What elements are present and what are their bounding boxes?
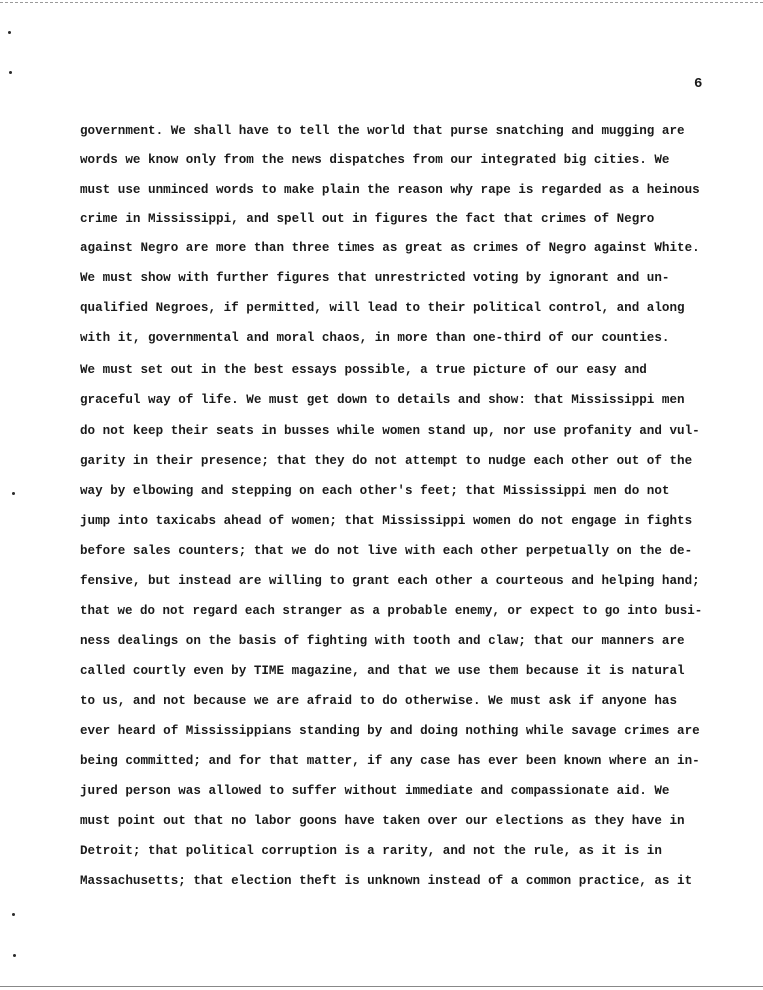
text-line: jured person was allowed to suffer without immediate and compassionate aid. We <box>80 784 670 798</box>
text-line: being committed; and for that matter, if any case has ever been known where an in- <box>80 754 700 768</box>
text-line: government. We shall have to tell the world that purse snatching and mugging are <box>80 124 685 138</box>
text-line: jump into taxicabs ahead of women; that Mississippi women do not engage in fights <box>80 514 693 528</box>
scan-speck <box>8 31 11 34</box>
scan-speck <box>13 954 16 957</box>
scan-speck <box>9 71 12 74</box>
text-line: that we do not regard each stranger as a probable enemy, or expect to go into busi- <box>80 604 703 618</box>
scan-speck <box>12 492 15 495</box>
text-line: against Negro are more than three times as great as crimes of Negro against White. <box>80 241 700 255</box>
text-line: graceful way of life. We must get down to details and show: that Mississippi men <box>80 393 685 407</box>
text-line: do not keep their seats in busses while women stand up, nor use profanity and vul- <box>80 424 700 438</box>
text-line: qualified Negroes, if permitted, will lead to their political control, and along <box>80 301 685 315</box>
text-line: with it, governmental and moral chaos, in more than one-third of our counties. <box>80 331 670 345</box>
page-number: 6 <box>694 76 703 92</box>
text-line: to us, and not because we are afraid to do otherwise. We must ask if anyone has <box>80 694 678 708</box>
text-line: fensive, but instead are willing to grant each other a courteous and helping hand; <box>80 574 700 588</box>
text-line: way by elbowing and stepping on each other's feet; that Mississippi men do not <box>80 484 670 498</box>
text-line: garity in their presence; that they do not attempt to nudge each other out of the <box>80 454 693 468</box>
text-line: must use unminced words to make plain the reason why rape is regarded as a heinous <box>80 183 700 197</box>
text-line: We must show with further figures that unrestricted voting by ignorant and un- <box>80 271 670 285</box>
text-line: before sales counters; that we do not live with each other perpetually on the de- <box>80 544 693 558</box>
text-line: Detroit; that political corruption is a rarity, and not the rule, as it is in <box>80 844 662 858</box>
bottom-page-edge <box>0 986 763 987</box>
text-line: must point out that no labor goons have taken over our elections as they have in <box>80 814 685 828</box>
text-line: crime in Mississippi, and spell out in figures the fact that crimes of Negro <box>80 212 655 226</box>
text-line: called courtly even by TIME magazine, and that we use them because it is natural <box>80 664 685 678</box>
text-line: Massachusetts; that election theft is unknown instead of a common practice, as it <box>80 874 693 888</box>
scan-speck <box>12 913 15 916</box>
text-line: ness dealings on the basis of fighting with tooth and claw; that our manners are <box>80 634 685 648</box>
text-line: ever heard of Mississippians standing by and doing nothing while savage crimes are <box>80 724 700 738</box>
text-line: words we know only from the news dispatches from our integrated big cities. We <box>80 153 670 167</box>
text-line: We must set out in the best essays possible, a true picture of our easy and <box>80 363 647 377</box>
top-page-edge <box>0 2 763 3</box>
